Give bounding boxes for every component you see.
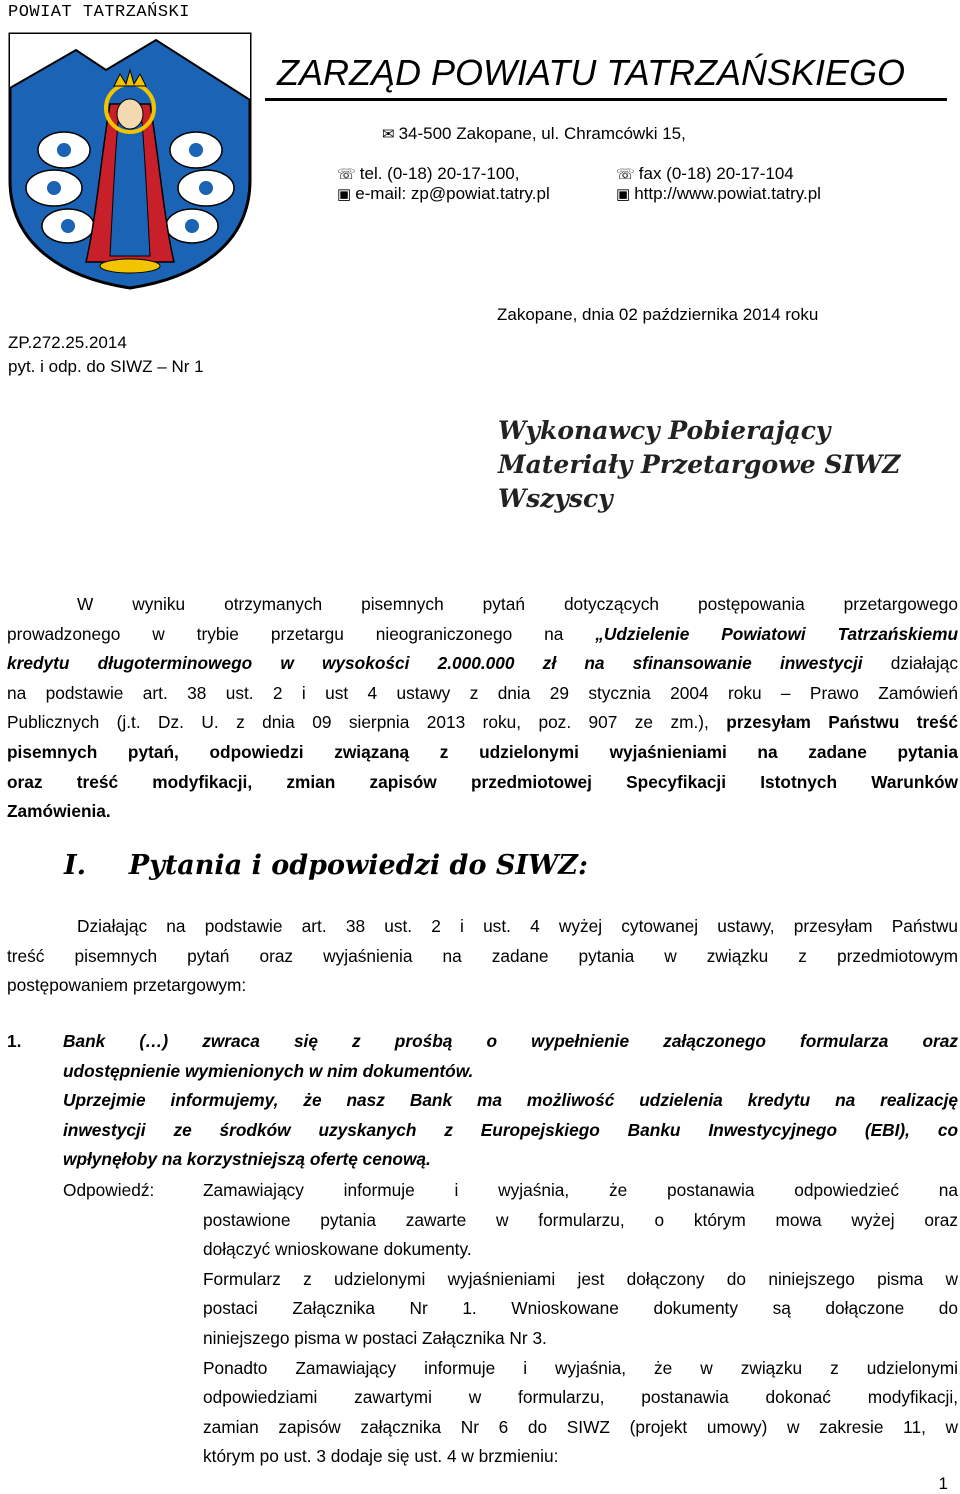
intro-text: Publicznych (j.t. Dz. U. z dnia 09 sierpnia 2013 roku, poz. 907 ze zm.), <box>7 712 709 733</box>
intro-bold-text: przesyłam Państwu treść <box>708 712 959 733</box>
answer-line-5: postaci Załącznika Nr 1. Wnioskowane dokumenty są dołączone do <box>203 1298 958 1319</box>
page-number: 1 <box>938 1474 948 1493</box>
address-line <box>382 124 686 144</box>
question-line-4: inwestycji ze środków uzyskanych z Europejskiego Banku Inwestycyjnego (EBI), co <box>63 1119 958 1140</box>
intro-line-5 <box>7 708 958 738</box>
envelope-icon: ✉ <box>382 126 395 143</box>
intro-paragraph <box>7 590 958 827</box>
telephone-icon: ☏ <box>337 166 356 183</box>
answer-line-3: dołączyć wnioskowane dokumenty. <box>203 1239 472 1260</box>
intro-subject-text: „Udzielenie Powiatowi Tatrzańskiemu <box>595 623 958 644</box>
recipient-line: Materiały Przetargowe SIWZ <box>498 450 901 479</box>
coat-of-arms-logo <box>6 30 254 292</box>
email-line <box>337 184 550 204</box>
question-line-2: udostępnienie wymienionych w nim dokumentów. <box>63 1060 474 1081</box>
intro-line-3 <box>7 649 958 679</box>
answer-1-block <box>203 1176 958 1472</box>
answer-line-7: Ponadto Zamawiający informuje i wyjaśnia, że w związku z udzielonymi <box>203 1357 958 1378</box>
recipient-line: Wykonawcy Pobierający <box>498 416 831 445</box>
answer-label: Odpowiedź: <box>63 1180 155 1200</box>
section-intro-line-2: treść pisemnych pytań oraz wyjaśnienia na zadane pytania w związku z przedmiotowym <box>7 945 958 966</box>
computer-icon: ▣ <box>616 186 631 203</box>
reference-number: ZP.272.25.2014 <box>8 333 127 352</box>
recipient-line: Wszyscy <box>498 484 613 513</box>
section-heading <box>64 850 588 881</box>
section-intro-line-3: postępowaniem przetargowym: <box>7 975 247 996</box>
answer-line-9: zamian zapisów załącznika Nr 6 do SIWZ (projekt umowy) w zakresie 11, w <box>203 1416 958 1437</box>
section-number: I. <box>64 850 87 881</box>
email-text[interactable]: e-mail: zp@powiat.tatry.pl <box>355 184 550 203</box>
question-line-5: wpłynęłoby na korzystniejszą ofertę cenową. <box>63 1149 431 1170</box>
intro-line-8: Zamówienia. <box>7 801 111 822</box>
phone-line <box>337 164 519 184</box>
address-text: 34-500 Zakopane, ul. Chramcówki 15, <box>398 124 686 143</box>
question-line-3: Uprzejmie informujemy, że nasz Bank ma możliwość udzielenia kredytu na realizację <box>63 1090 958 1111</box>
fax-icon: ☏ <box>616 166 635 183</box>
intro-text: działając <box>862 653 958 674</box>
answer-line-6: niniejszego pisma w postaci Załącznika Nr 3. <box>203 1327 547 1348</box>
intro-line-7: oraz treść modyfikacji, zmian zapisów przedmiotowej Specyfikacji Istotnych Warunków <box>7 771 958 792</box>
question-line-1: Bank (…) zwraca się z prośbą o wypełnienie załączonego formularza oraz <box>63 1031 958 1051</box>
intro-line-6: pisemnych pytań, odpowiedzi związaną z udzielonymi wyjaśnieniami na zadane pytania <box>7 741 958 762</box>
section-title: Pytania i odpowiedzi do SIWZ: <box>128 850 588 881</box>
organization-title: ZARZĄD POWIATU TATRZAŃSKIEGO <box>265 52 947 101</box>
question-1-block <box>63 1027 958 1175</box>
section-intro-paragraph <box>7 912 958 1001</box>
answer-line-2: postawione pytania zawarte w formularzu, o którym mowa wyżej oraz <box>203 1209 958 1230</box>
phone-text: tel. (0-18) 20-17-100, <box>359 164 520 183</box>
answer-line-1: Zamawiający informuje i wyjaśnia, że postanawia odpowiedzieć na <box>203 1180 958 1200</box>
answer-line-10: którym po ust. 3 dodaje się ust. 4 w brzmieniu: <box>203 1446 559 1467</box>
intro-line-2 <box>7 620 958 650</box>
answer-line-8: odpowiedziami zawartymi w formularzu, postanawia dokonać modyfikacji, <box>203 1387 958 1408</box>
fax-line <box>616 164 794 184</box>
website-line <box>616 184 821 204</box>
answer-line-4: Formularz z udzielonymi wyjaśnieniami jest dołączony do niniejszego pisma w <box>203 1268 958 1289</box>
reference-subject: pyt. i odp. do SIWZ – Nr 1 <box>8 357 204 376</box>
intro-subject-text: kredytu długoterminowego w wysokości 2.000.000 zł na sfinansowanie inwestycji <box>7 653 863 674</box>
intro-text: prowadzonego w trybie przetargu nieograniczonego na <box>7 623 596 644</box>
document-header-label: POWIAT TATRZAŃSKI <box>8 3 190 22</box>
intro-line-1: W wyniku otrzymanych pisemnych pytań dotyczących postępowania przetargowego <box>77 594 958 614</box>
question-number: 1. <box>7 1031 22 1051</box>
place-and-date: Zakopane, dnia 02 października 2014 roku <box>497 305 819 324</box>
computer-icon: ▣ <box>337 186 352 203</box>
intro-line-4: na podstawie art. 38 ust. 2 i ust 4 ustawy z dnia 29 stycznia 2004 roku – Prawo Zamówień <box>7 682 958 703</box>
website-text[interactable]: http://www.powiat.tatry.pl <box>634 184 821 203</box>
recipients-block <box>498 414 900 516</box>
fax-text: fax (0-18) 20-17-104 <box>638 164 794 183</box>
section-intro-line-1: Działając na podstawie art. 38 ust. 2 i ust. 4 wyżej cytowanej ustawy, przesyłam Państwu <box>77 916 958 936</box>
